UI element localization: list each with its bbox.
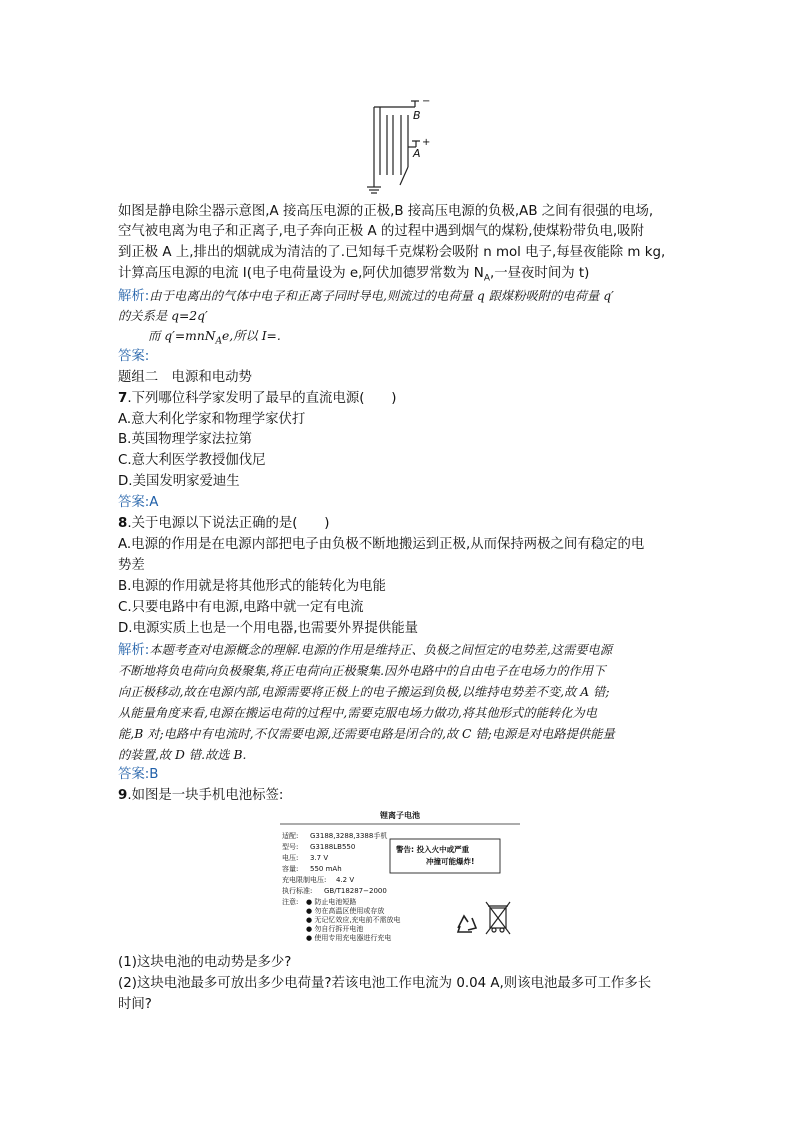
- p8-option-a-1: A.电源的作用是在电源内部把电子由负极不断地搬运到正极,从而保持两极之间有稳定的电: [118, 537, 645, 552]
- precipitator-diagram: [360, 95, 450, 195]
- note-3: ● 无记忆效应,充电前不需放电: [306, 916, 401, 924]
- p8-answer: 答案:B: [118, 767, 159, 782]
- p9-question-1: (1)这块电池的电动势是多少?: [118, 955, 292, 970]
- p7-answer: 答案:A: [118, 495, 159, 510]
- battery-label-figure: [280, 806, 520, 948]
- p6-analysis-1: [118, 286, 614, 307]
- row-val-standard: GB/T18287−2000: [324, 887, 387, 895]
- p6-line-4a: 计算高压电源的电流 I(电子电荷量设为 e,阿伏加德罗常数为 N: [118, 266, 484, 281]
- crossed-bin-icon: [486, 902, 510, 934]
- row-key-capacity: 容量:: [282, 865, 299, 873]
- p8-number: 8: [118, 516, 128, 531]
- p6-analysis-3-sub: A: [215, 336, 223, 347]
- p6-analysis-3: [148, 326, 281, 351]
- row-val-model: G3188LB550: [310, 843, 356, 851]
- p6-line-3: 到正极 A 上,排出的烟就成为清洁的了.已知每千克煤粉会吸附 n mol 电子,每昼夜能除 m kg,: [118, 245, 666, 260]
- p8-analysis-text-1: 本题考查对电源概念的理解.电源的作用是维持正、负极之间恒定的电势差,这需要电源: [149, 643, 613, 657]
- p6-answer: 答案:: [118, 349, 150, 364]
- p8-analysis-5: 能,B 对;电路中有电流时,不仅需要电源,还需要电路是闭合的,故 C 错;电源是对电路提供能量: [118, 727, 615, 741]
- p7-number: 7: [118, 391, 128, 406]
- p8-option-b: B.电源的作用就是将其他形式的能转化为电能: [118, 579, 386, 594]
- warning-line-1: 警告: 投入火中或严重: [396, 845, 470, 854]
- analysis-label: 解析:: [118, 643, 150, 658]
- row-val-voltage: 3.7 V: [310, 854, 329, 862]
- p6-line-4b: ,一昼夜时间为 t): [490, 266, 590, 281]
- row-key-model: 型号:: [282, 843, 299, 851]
- row-key-adapt: 适配:: [282, 832, 299, 840]
- p8-analysis-3: 向正极移动,故在电源内部,电源需要将正极上的电子搬运到负极,以维持电势差不变,故 A 错;: [118, 685, 610, 699]
- p7-option-c: C.意大利医学教授伽伐尼: [118, 453, 266, 468]
- minus-sign: −: [422, 96, 431, 107]
- note-1: ● 防止电池短路: [306, 898, 357, 906]
- p9-question-2b: 时间?: [118, 997, 152, 1012]
- p6-line-2: 空气被电离为电子和正离子,电子奔向正极 A 的过程中遇到烟气的煤粉,使煤粉带负电,吸附: [118, 224, 644, 239]
- p8-analysis-1: [118, 640, 612, 661]
- p8-analysis-4: 从能量角度来看,电源在搬运电荷的过程中,需要克服电场力做功,将其他形式的能转化为电: [118, 706, 598, 720]
- group-heading: 题组二 电源和电动势: [118, 370, 252, 385]
- p8-stem: [118, 514, 330, 534]
- row-key-voltage: 电压:: [282, 854, 299, 862]
- p6-analysis-3b: e,所以 I=.: [222, 329, 281, 343]
- p9-stem-text: .如图是一块手机电池标签:: [127, 788, 284, 803]
- note-4: ● 勿自行拆开电池: [306, 925, 364, 933]
- p6-analysis-text-1: 由于电离出的气体中电子和正离子同时导电,则流过的电荷量 q 跟煤粉吸附的电荷量 q′: [149, 289, 614, 303]
- label-b: B: [413, 109, 421, 122]
- battery-title: 锂离子电池: [380, 811, 420, 820]
- row-val-capacity: 550 mAh: [310, 865, 342, 873]
- p8-stem-text: .关于电源以下说法正确的是( ): [127, 516, 330, 531]
- row-key-limit: 充电限制电压:: [282, 876, 327, 884]
- p9-number: 9: [118, 788, 128, 803]
- note-5: ● 使用专用充电器进行充电: [306, 934, 392, 942]
- p6-line-4-sub: A: [483, 273, 490, 284]
- p8-analysis-2: 不断地将负电荷向负极聚集,将正电荷向正极聚集.因外电路中的自由电子在电场力的作用下: [118, 664, 606, 678]
- row-key-standard: 执行标准:: [282, 887, 313, 895]
- p6-analysis-2: 的关系是 q=2q′: [118, 309, 208, 323]
- p6-line-1: 如图是静电除尘器示意图,A 接高压电源的正极,B 接高压电源的负极,AB 之间有很强的电场,: [118, 204, 654, 219]
- row-val-limit: 4.2 V: [336, 876, 355, 884]
- p6-analysis-3a: 而 q′=mnN: [148, 329, 216, 343]
- p7-option-d: D.美国发明家爱迪生: [118, 474, 240, 489]
- row-val-adapt: G3188,3288,3388手机: [310, 832, 388, 840]
- p9-stem: [118, 786, 283, 806]
- notes-label: 注意:: [282, 898, 299, 906]
- p7-option-b: B.英国物理学家法拉第: [118, 432, 252, 447]
- p7-stem-text: .下列哪位科学家发明了最早的直流电源( ): [127, 391, 397, 406]
- p8-analysis-6: 的装置,故 D 错.故选 B.: [118, 748, 247, 762]
- p9-question-2: (2)这块电池最多可放出多少电荷量?若该电池工作电流为 0.04 A,则该电池最多可工作多长: [118, 976, 652, 991]
- p7-option-a: A.意大利化学家和物理学家伏打: [118, 412, 306, 427]
- p6-line-4: [118, 264, 589, 289]
- plus-sign: +: [422, 137, 431, 148]
- p8-option-d: D.电源实质上也是一个用电器,也需要外界提供能量: [118, 621, 419, 636]
- p8-option-a-2: 势差: [118, 558, 145, 573]
- label-a: A: [413, 147, 421, 160]
- p7-stem: [118, 389, 396, 409]
- analysis-label: 解析:: [118, 289, 150, 304]
- note-2: ● 勿在高温区使用或存放: [306, 907, 385, 915]
- p8-option-c: C.只要电路中有电源,电路中就一定有电流: [118, 600, 364, 615]
- recycle-icon: [458, 916, 476, 932]
- warning-line-2: 冲撞可能爆炸!: [426, 857, 475, 866]
